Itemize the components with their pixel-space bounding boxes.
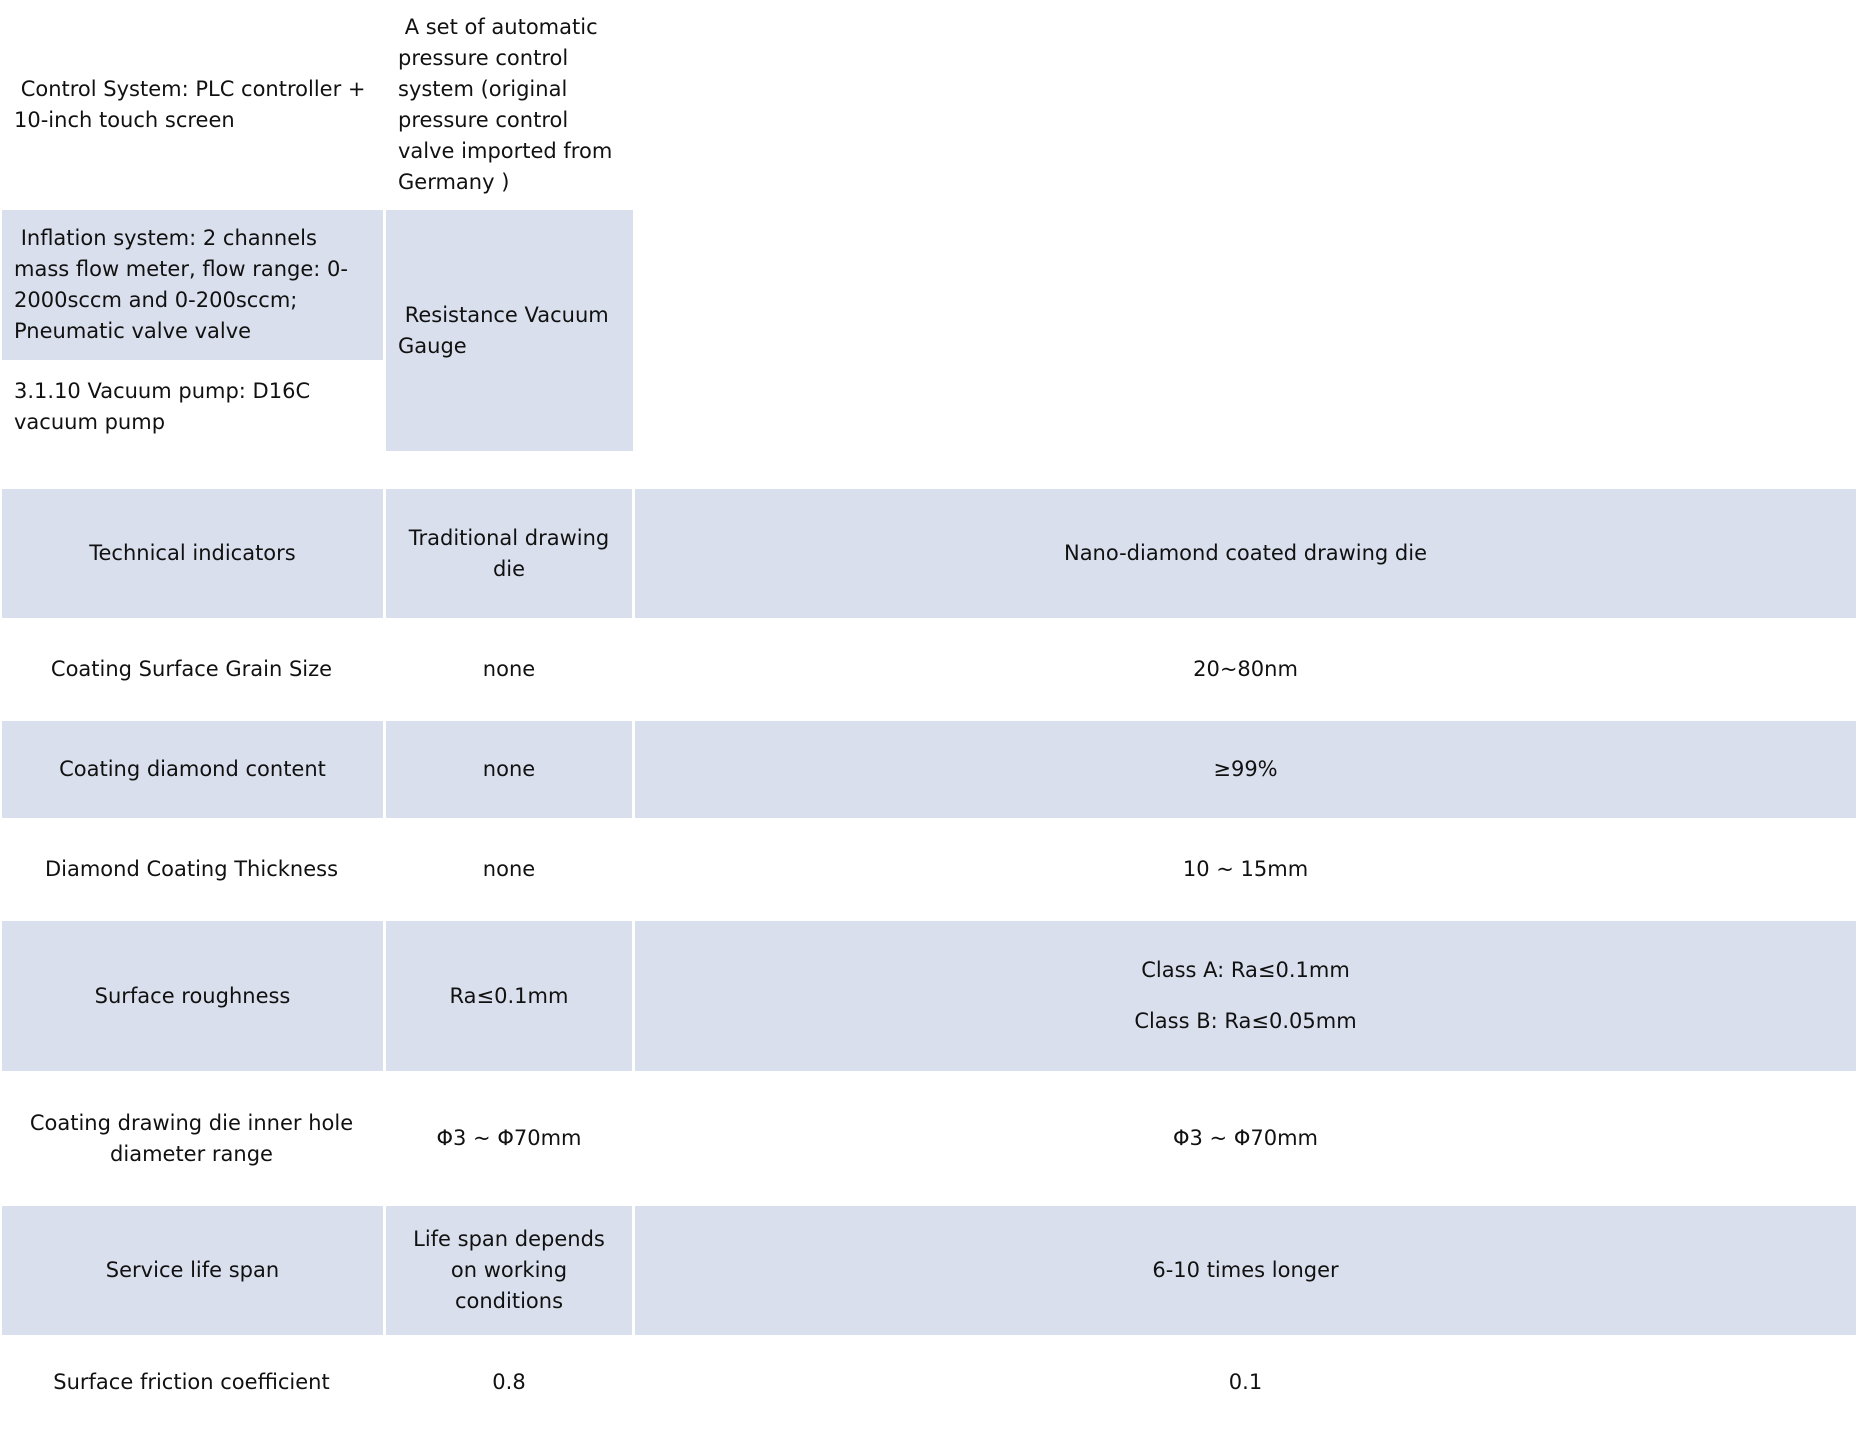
table-row-traditional	[385, 1335, 633, 1430]
table-row-traditional	[385, 818, 633, 921]
table-row-traditional	[386, 1206, 632, 1335]
spec-vacuum-pump-text: 3.1.10 Vacuum pump: D16C vacuum pump	[14, 379, 311, 434]
table-row-indicator	[0, 818, 383, 921]
nano-diamond-content: ≥99%	[1213, 757, 1278, 781]
table-row-nano	[635, 1335, 1856, 1430]
table-row-indicator	[2, 1206, 383, 1335]
table-row-nano	[635, 618, 1856, 720]
table-row-nano	[635, 921, 1856, 1071]
header-traditional-die-text: Traditional drawing die	[408, 525, 610, 581]
nano-friction-coefficient: 0.1	[1228, 1370, 1263, 1394]
header-nano-diamond-die-text: Nano-diamond coated drawing die	[1063, 541, 1428, 565]
table-row-indicator	[0, 1071, 383, 1206]
indicator-grain-size: Coating Surface Grain Size	[50, 656, 333, 681]
header-technical-indicators-text: Technical indicators	[89, 541, 296, 565]
header-nano-diamond-die	[635, 489, 1856, 618]
indicator-friction-coefficient: Surface friction coefficient	[53, 1370, 330, 1394]
table-row-indicator	[2, 921, 383, 1071]
table-row-nano	[635, 1206, 1856, 1335]
spec-vacuum-gauge-text: Resistance Vacuum Gauge	[398, 302, 616, 358]
traditional-service-life: Life span depends on working conditions	[413, 1227, 605, 1313]
indicator-service-life: Service life span	[105, 1258, 280, 1282]
indicator-hole-diameter: Coating drawing die inner hole diameter range	[29, 1110, 354, 1166]
spec-inflation-system-text: Inflation system: 2 channels mass flow meter, flow range: 0-2000sccm and 0-200sccm; Pneumatic valve valve	[14, 226, 349, 343]
nano-roughness-class-b: Class B: Ra≤0.05mm	[1134, 1009, 1357, 1033]
spec-control-system-text: Control System: PLC controller + 10-inch touch screen	[14, 77, 373, 132]
traditional-diamond-content: none	[482, 757, 536, 781]
nano-grain-size: 20~80nm	[1193, 656, 1298, 681]
table-row-indicator	[0, 1335, 383, 1430]
table-row-nano	[635, 818, 1856, 921]
spec-pressure-control-text: A set of automatic pressure control system (original pressure control valve imported from Germany )	[398, 15, 619, 194]
table-row-nano	[635, 721, 1856, 818]
table-row-traditional	[385, 618, 633, 720]
nano-roughness-class-a: Class A: Ra≤0.1mm	[1141, 958, 1350, 982]
header-technical-indicators	[2, 489, 383, 618]
table-row-traditional	[386, 721, 632, 818]
spec-inflation-system	[2, 210, 383, 360]
table-row-traditional	[386, 921, 632, 1071]
table-row-traditional	[385, 1071, 633, 1206]
spec-vacuum-pump	[0, 362, 383, 452]
traditional-grain-size: none	[482, 656, 536, 681]
nano-service-life: 6-10 times longer	[1152, 1258, 1339, 1282]
indicator-surface-roughness: Surface roughness	[94, 983, 291, 1008]
traditional-hole-diameter: Φ3 ~ Φ70mm	[436, 1126, 582, 1150]
nano-coating-thickness: 10 ~ 15mm	[1182, 857, 1309, 881]
header-traditional-die	[386, 489, 632, 618]
spec-pressure-control	[385, 0, 633, 210]
spec-control-system	[0, 0, 383, 210]
table-row-nano	[635, 1071, 1856, 1206]
table-row-indicator	[2, 721, 383, 818]
indicator-coating-thickness: Diamond Coating Thickness	[44, 857, 339, 881]
traditional-friction-coefficient: 0.8	[492, 1370, 526, 1394]
indicator-diamond-content: Coating diamond content	[59, 757, 326, 781]
table-row-indicator	[0, 618, 383, 720]
nano-hole-diameter: Φ3 ~ Φ70mm	[1172, 1126, 1318, 1150]
traditional-coating-thickness: none	[482, 857, 536, 881]
spec-vacuum-gauge	[386, 210, 633, 451]
traditional-surface-roughness: Ra≤0.1mm	[449, 983, 569, 1008]
